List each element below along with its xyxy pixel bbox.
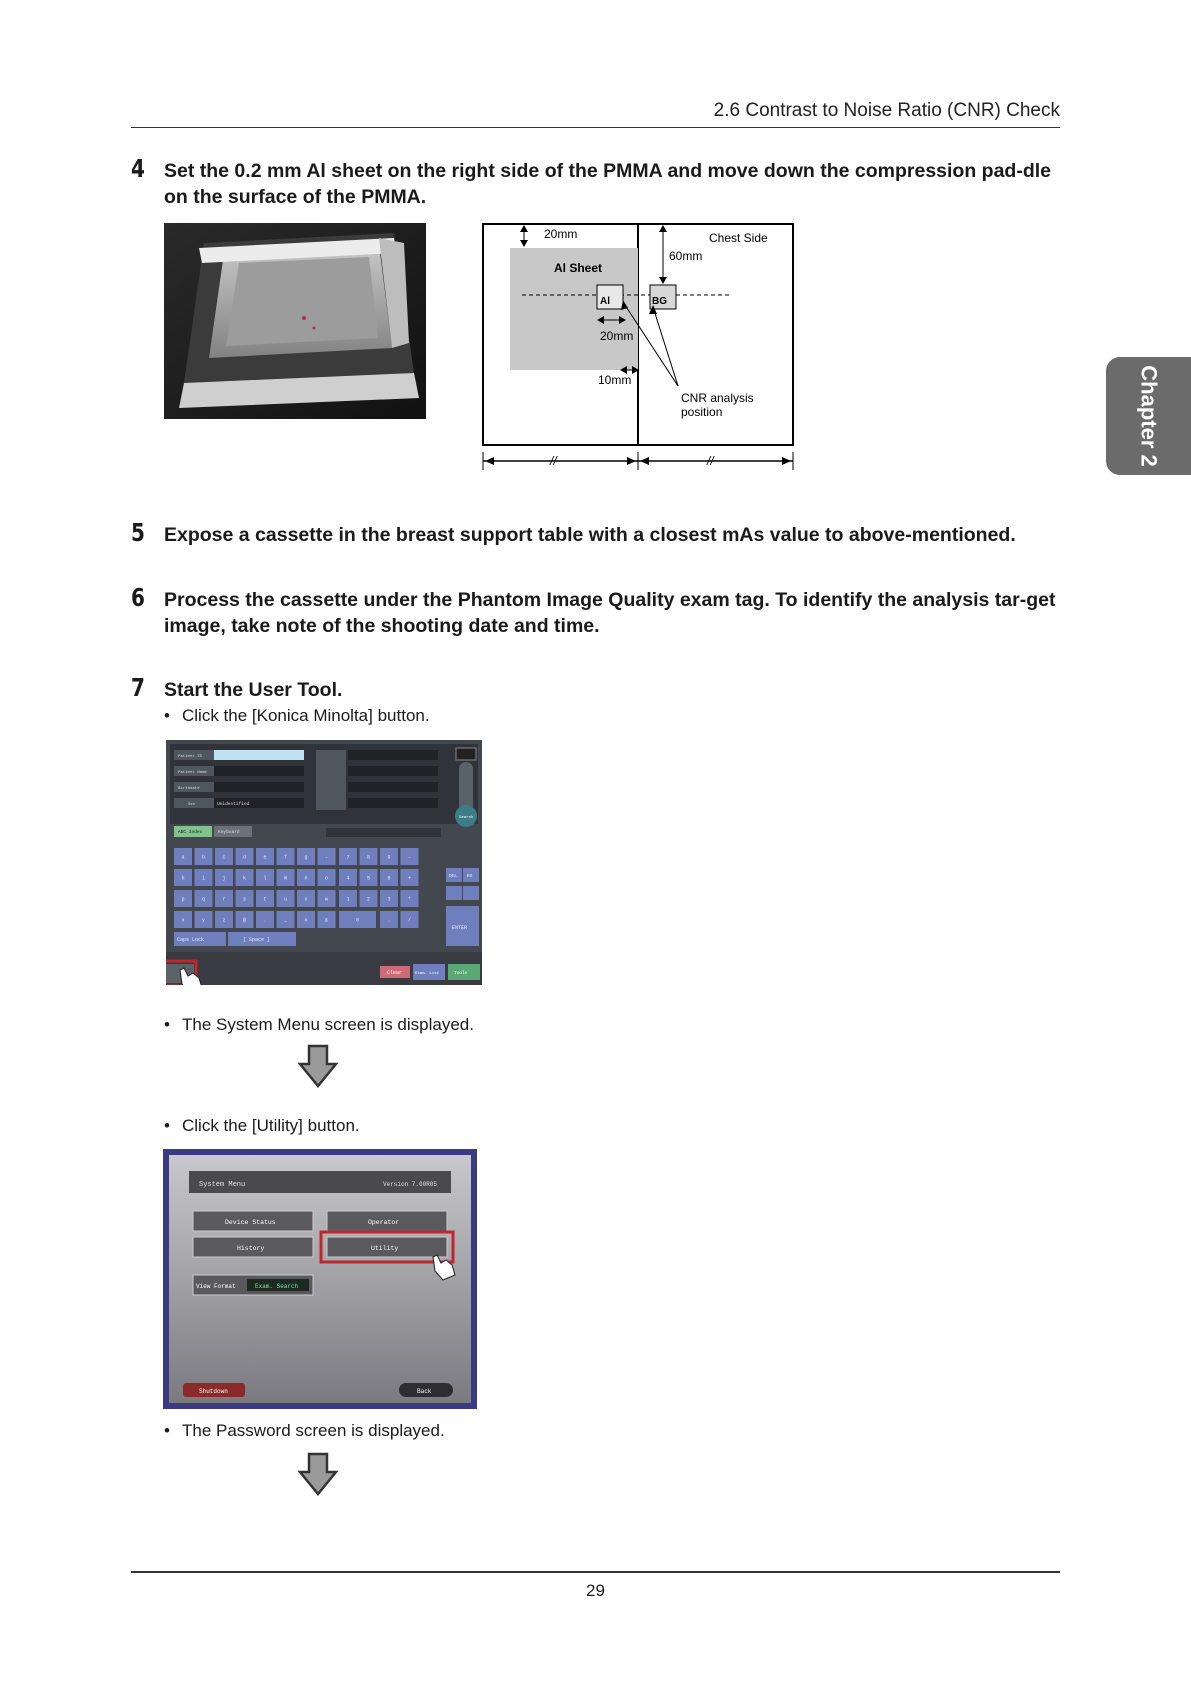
alpha-key-label: e <box>263 854 267 861</box>
down-arrow-icon <box>298 1452 338 1496</box>
field-label-patient-name: Patient Name <box>178 771 207 775</box>
alpha-key-label: z <box>222 917 226 924</box>
cursor-right-key[interactable] <box>463 886 479 900</box>
version-label: Version 7.00R05 <box>383 1181 438 1188</box>
alpha-key-label: d <box>243 854 247 861</box>
num-key-label: 7 <box>346 854 350 861</box>
alpha-key-label: n <box>304 875 308 882</box>
step-number-6: 6 <box>131 583 145 612</box>
svg-text:Shutdown: Shutdown <box>199 1388 228 1395</box>
bullet-password-displayed: • The Password screen is displayed. <box>164 1421 445 1440</box>
num-key-label: . <box>387 917 391 924</box>
alpha-key-label: i <box>202 875 206 882</box>
bullet-system-menu-displayed: • The System Menu screen is displayed. <box>164 1015 474 1034</box>
svg-text:ENTER: ENTER <box>452 925 468 931</box>
pmma-phantom-photo <box>164 223 426 419</box>
num-key-label: 8 <box>367 854 371 861</box>
alpha-key-label: . <box>263 917 267 924</box>
num-key-label: 4 <box>346 875 350 882</box>
alpha-key-label: f <box>284 854 288 861</box>
svg-text:Operator: Operator <box>368 1219 400 1226</box>
chapter-tab <box>1106 357 1191 475</box>
label-equal-left: // <box>550 454 557 468</box>
alpha-key-label: y <box>202 917 206 924</box>
num-key-label: 3 <box>387 896 391 903</box>
alpha-key-label: s <box>243 896 247 903</box>
alpha-key-label: w <box>325 896 329 903</box>
alpha-key-label: & <box>325 917 329 924</box>
field-label-sex: Sex <box>188 803 196 807</box>
label-20mm-mid: 20mm <box>600 329 634 343</box>
label-al: Al <box>600 296 610 307</box>
sex-value: Unidentified <box>217 802 250 807</box>
chapter-tab-label: Chapter 2 <box>1136 365 1162 467</box>
field-label-patient-id: Patient ID <box>178 755 203 759</box>
alpha-key-label: j <box>222 875 226 882</box>
alpha-key-label: x <box>181 917 185 924</box>
num-key-label: 5 <box>367 875 371 882</box>
svg-text:Device Status: Device Status <box>225 1219 276 1226</box>
label-60mm: 60mm <box>669 249 703 263</box>
bullet-click-konica: • Click the [Konica Minolta] button. <box>164 706 430 725</box>
footer-rule <box>131 1571 1060 1573</box>
svg-text:Search: Search <box>459 816 474 820</box>
num-key-label: / <box>408 917 412 924</box>
svg-text:Caps Lock: Caps Lock <box>177 937 205 943</box>
label-equal-right: // <box>707 454 714 468</box>
step-text-5: Expose a cassette in the breast support table with a closest mAs value to above-mentioned. <box>164 524 1016 546</box>
num-key-label: * <box>408 896 412 903</box>
step-number-7: 7 <box>131 673 145 702</box>
alpha-key-label: k <box>243 875 247 882</box>
patient-input-screen <box>166 740 482 985</box>
alpha-key-label: g <box>304 854 308 861</box>
label-bg: BG <box>652 296 667 307</box>
alpha-key-label: q <box>202 896 206 903</box>
num-key-label: 0 <box>356 917 360 924</box>
label-20mm-top: 20mm <box>544 227 578 241</box>
alpha-key-label: p <box>181 896 185 903</box>
label-cnr-line2: position <box>681 405 723 419</box>
alpha-key-label: b <box>202 854 206 861</box>
step-text-4: Set the 0.2 mm Al sheet on the right side of the PMMA and move down the compression pad-dle on the surface of the PMMA. <box>164 160 1052 208</box>
birthdate-input[interactable] <box>214 782 304 792</box>
down-arrow-icon <box>298 1044 338 1088</box>
page-number: 29 <box>586 1581 605 1600</box>
svg-text:Tools: Tools <box>454 971 468 976</box>
svg-text:ABC Index: ABC Index <box>178 830 203 835</box>
label-al-sheet: Al Sheet <box>554 261 603 275</box>
svg-text:DEL: DEL <box>449 874 458 879</box>
step-number-5: 5 <box>131 518 145 547</box>
num-key-label: 2 <box>367 896 371 903</box>
alpha-key-label: c <box>222 854 226 861</box>
alpha-key-label: a <box>181 854 185 861</box>
al-sheet-position-diagram <box>482 220 796 472</box>
svg-text:History: History <box>237 1245 265 1252</box>
svg-text:Keyboard: Keyboard <box>218 830 240 835</box>
step-text-7: Start the User Tool. <box>164 679 343 701</box>
svg-text:BS: BS <box>467 874 473 879</box>
field-label-birthdate: Birthdate <box>178 787 200 791</box>
patient-name-input[interactable] <box>214 766 304 776</box>
svg-text:Back: Back <box>417 1388 432 1395</box>
view-format-label: View Format <box>196 1283 236 1290</box>
alpha-key-label: - <box>325 854 329 861</box>
num-key-label: 6 <box>387 875 391 882</box>
num-key-label: 1 <box>346 896 350 903</box>
system-menu-title: System Menu <box>199 1181 246 1189</box>
num-key-label: - <box>408 854 412 861</box>
svg-text:Exam. List: Exam. List <box>415 972 440 976</box>
alpha-key-label: r <box>222 896 226 903</box>
svg-text:[ Space ]: [ Space ] <box>243 937 271 943</box>
cursor-left-key[interactable] <box>446 886 462 900</box>
alpha-key-label: o <box>325 875 329 882</box>
label-chest-side: Chest Side <box>709 231 768 245</box>
alpha-key-label: h <box>181 875 185 882</box>
alpha-key-label: # <box>304 917 308 924</box>
svg-text:Utility: Utility <box>371 1245 399 1252</box>
label-10mm: 10mm <box>598 373 632 387</box>
alpha-key-label: l <box>263 875 267 882</box>
section-title: 2.6 Contrast to Noise Ratio (CNR) Check <box>713 100 1060 121</box>
header-rule <box>131 127 1060 128</box>
alpha-key-label: u <box>284 896 288 903</box>
alpha-key-label: t <box>263 896 267 903</box>
bullet-click-utility: • Click the [Utility] button. <box>164 1116 360 1135</box>
svg-text:Clear: Clear <box>387 970 403 976</box>
alpha-key-label: @ <box>243 917 247 924</box>
num-key-label: 9 <box>387 854 391 861</box>
step-number-4: 4 <box>131 154 145 183</box>
alpha-key-label: _ <box>284 917 288 924</box>
svg-text:Exam. Search: Exam. Search <box>255 1283 299 1290</box>
label-cnr-line1: CNR analysis <box>681 391 754 405</box>
num-key-label: + <box>408 875 412 882</box>
step-text-6: Process the cassette under the Phantom Image Quality exam tag. To identify the analysis tar-get image, take note of the shooting date and time. <box>164 589 1056 637</box>
system-menu-screen <box>163 1149 477 1409</box>
alpha-key-label: m <box>284 875 288 882</box>
alpha-key-label: v <box>304 896 308 903</box>
patient-id-input[interactable] <box>214 750 304 760</box>
